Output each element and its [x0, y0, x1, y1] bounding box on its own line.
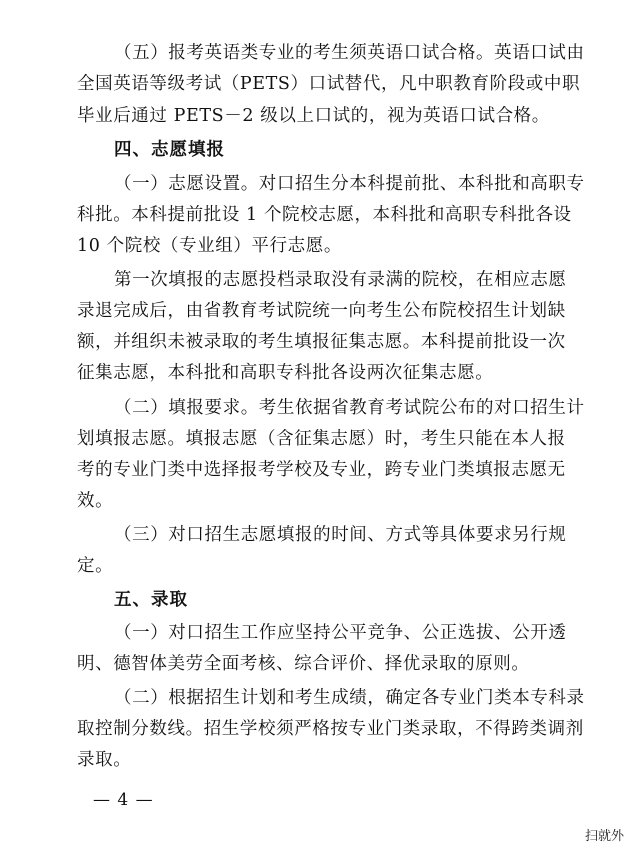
page-number: — 4 —: [93, 790, 154, 810]
text-line: 10 个院校（专业组）平行志愿。: [77, 236, 342, 256]
text-line: 第一次填报的志愿投档录取没有录满的院校，在相应志愿: [114, 270, 567, 290]
text-line: 考的专业门类中选择报考学校及专业，跨专业门类填报志愿无: [77, 460, 566, 480]
text-line: （三）对口招生志愿填报的时间、方式等具体要求另行规: [114, 525, 567, 545]
section-heading: 五、录取: [114, 590, 188, 610]
text-line: （一）志愿设置。对口招生分本科提前批、本科批和高职专: [114, 174, 585, 194]
text-line: 明、德智体美劳全面考核、综合评价、择优录取的原则。: [77, 654, 530, 674]
text-line: （一）对口招生工作应坚持公平竞争、公正选拔、公开透: [114, 623, 567, 643]
text-line: 划填报志愿。填报志愿（含征集志愿）时，考生只能在本人报: [77, 429, 566, 449]
text-line: 录退完成后，由省教育考试院统一向考生公布院校招生计划缺: [77, 301, 566, 321]
text-line: 全国英语等级考试（PETS）口试替代，凡中职教育阶段或中职: [77, 74, 581, 94]
text-line: 定。: [77, 556, 114, 576]
text-line: （五）报考英语类专业的考生须英语口试合格。英语口试由: [114, 43, 585, 63]
text-line: 科批。本科提前批设 1 个院校志愿，本科批和高职专科批各设: [77, 205, 572, 225]
section-heading: 四、志愿填报: [114, 140, 225, 160]
text-line: （二）根据招生计划和考生成绩，确定各专业门类本专科录: [114, 688, 585, 708]
corner-mark: 扫就外: [585, 829, 625, 844]
text-line: 取控制分数线。招生学校须严格按专业门类录取，不得跨类调剂: [77, 719, 584, 739]
text-line: （二）填报要求。考生依据省教育考试院公布的对口招生计: [114, 398, 585, 418]
text-line: 录取。: [77, 750, 132, 770]
text-line: 毕业后通过 PETS－2 级以上口试的，视为英语口试合格。: [77, 106, 550, 126]
text-line: 征集志愿，本科批和高职专科批各设两次征集志愿。: [77, 363, 494, 383]
text-line: 额，并组织未被录取的考生填报征集志愿。本科提前批设一次: [77, 332, 566, 352]
text-line: 效。: [77, 491, 114, 511]
